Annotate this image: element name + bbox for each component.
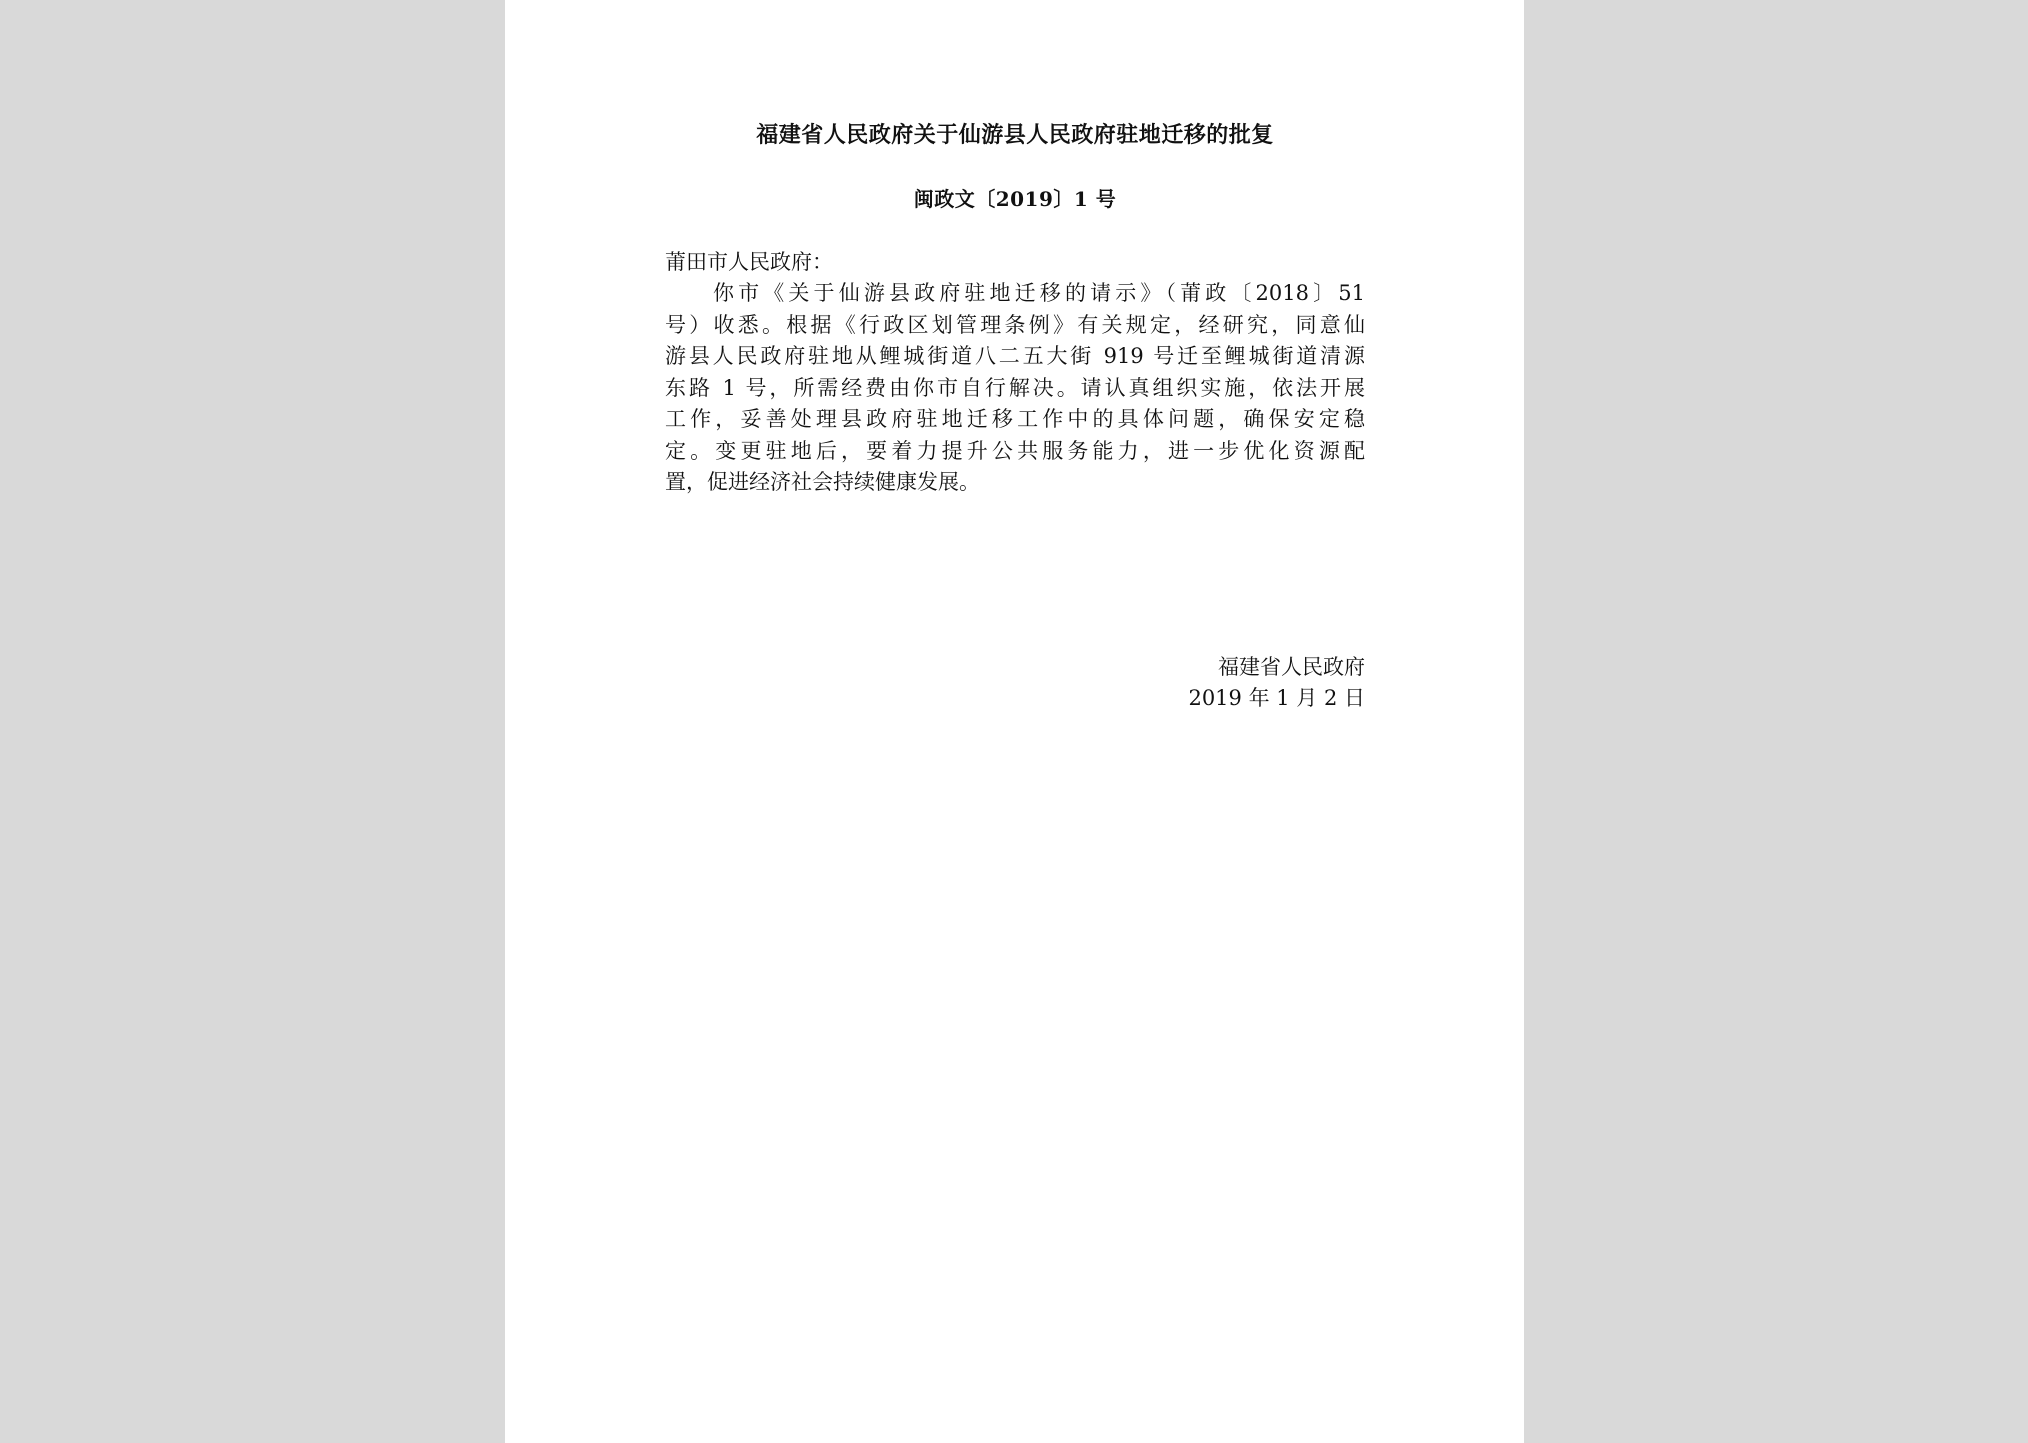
body-text: [665, 278, 1365, 499]
signature-date: 2019 年 1 月 2 日: [1188, 686, 1365, 710]
document-title: 福建省人民政府关于仙游县人民政府驻地迁移的批复: [756, 122, 1274, 148]
body-line: 游县人民政府驻地从鲤城街道八二五大街 919 号迁至鲤城街道清源: [665, 344, 1365, 368]
signature-block: [1188, 652, 1365, 714]
body-line: 号）收悉。根据《行政区划管理条例》有关规定，经研究，同意仙: [665, 312, 1365, 337]
signature-issuer: 福建省人民政府: [1218, 655, 1365, 679]
body-line: 置，促进经济社会持续健康发展。: [665, 470, 980, 494]
body-line: 工作，妥善处理县政府驻地迁移工作中的具体问题，确保安定稳: [665, 407, 1365, 431]
document-number: 闽政文〔2019〕1 号: [913, 187, 1117, 211]
document-page: [505, 0, 1524, 1443]
body-line: 东路 1 号，所需经费由你市自行解决。请认真组织实施，依法开展: [665, 375, 1365, 400]
recipient-line: 莆田市人民政府：: [665, 250, 833, 274]
body-line: 定。变更驻地后，要着力提升公共服务能力，进一步优化资源配: [665, 438, 1365, 463]
body-line: 你市《关于仙游县政府驻地迁移的请示》（莆政〔2018〕51: [713, 281, 1365, 305]
